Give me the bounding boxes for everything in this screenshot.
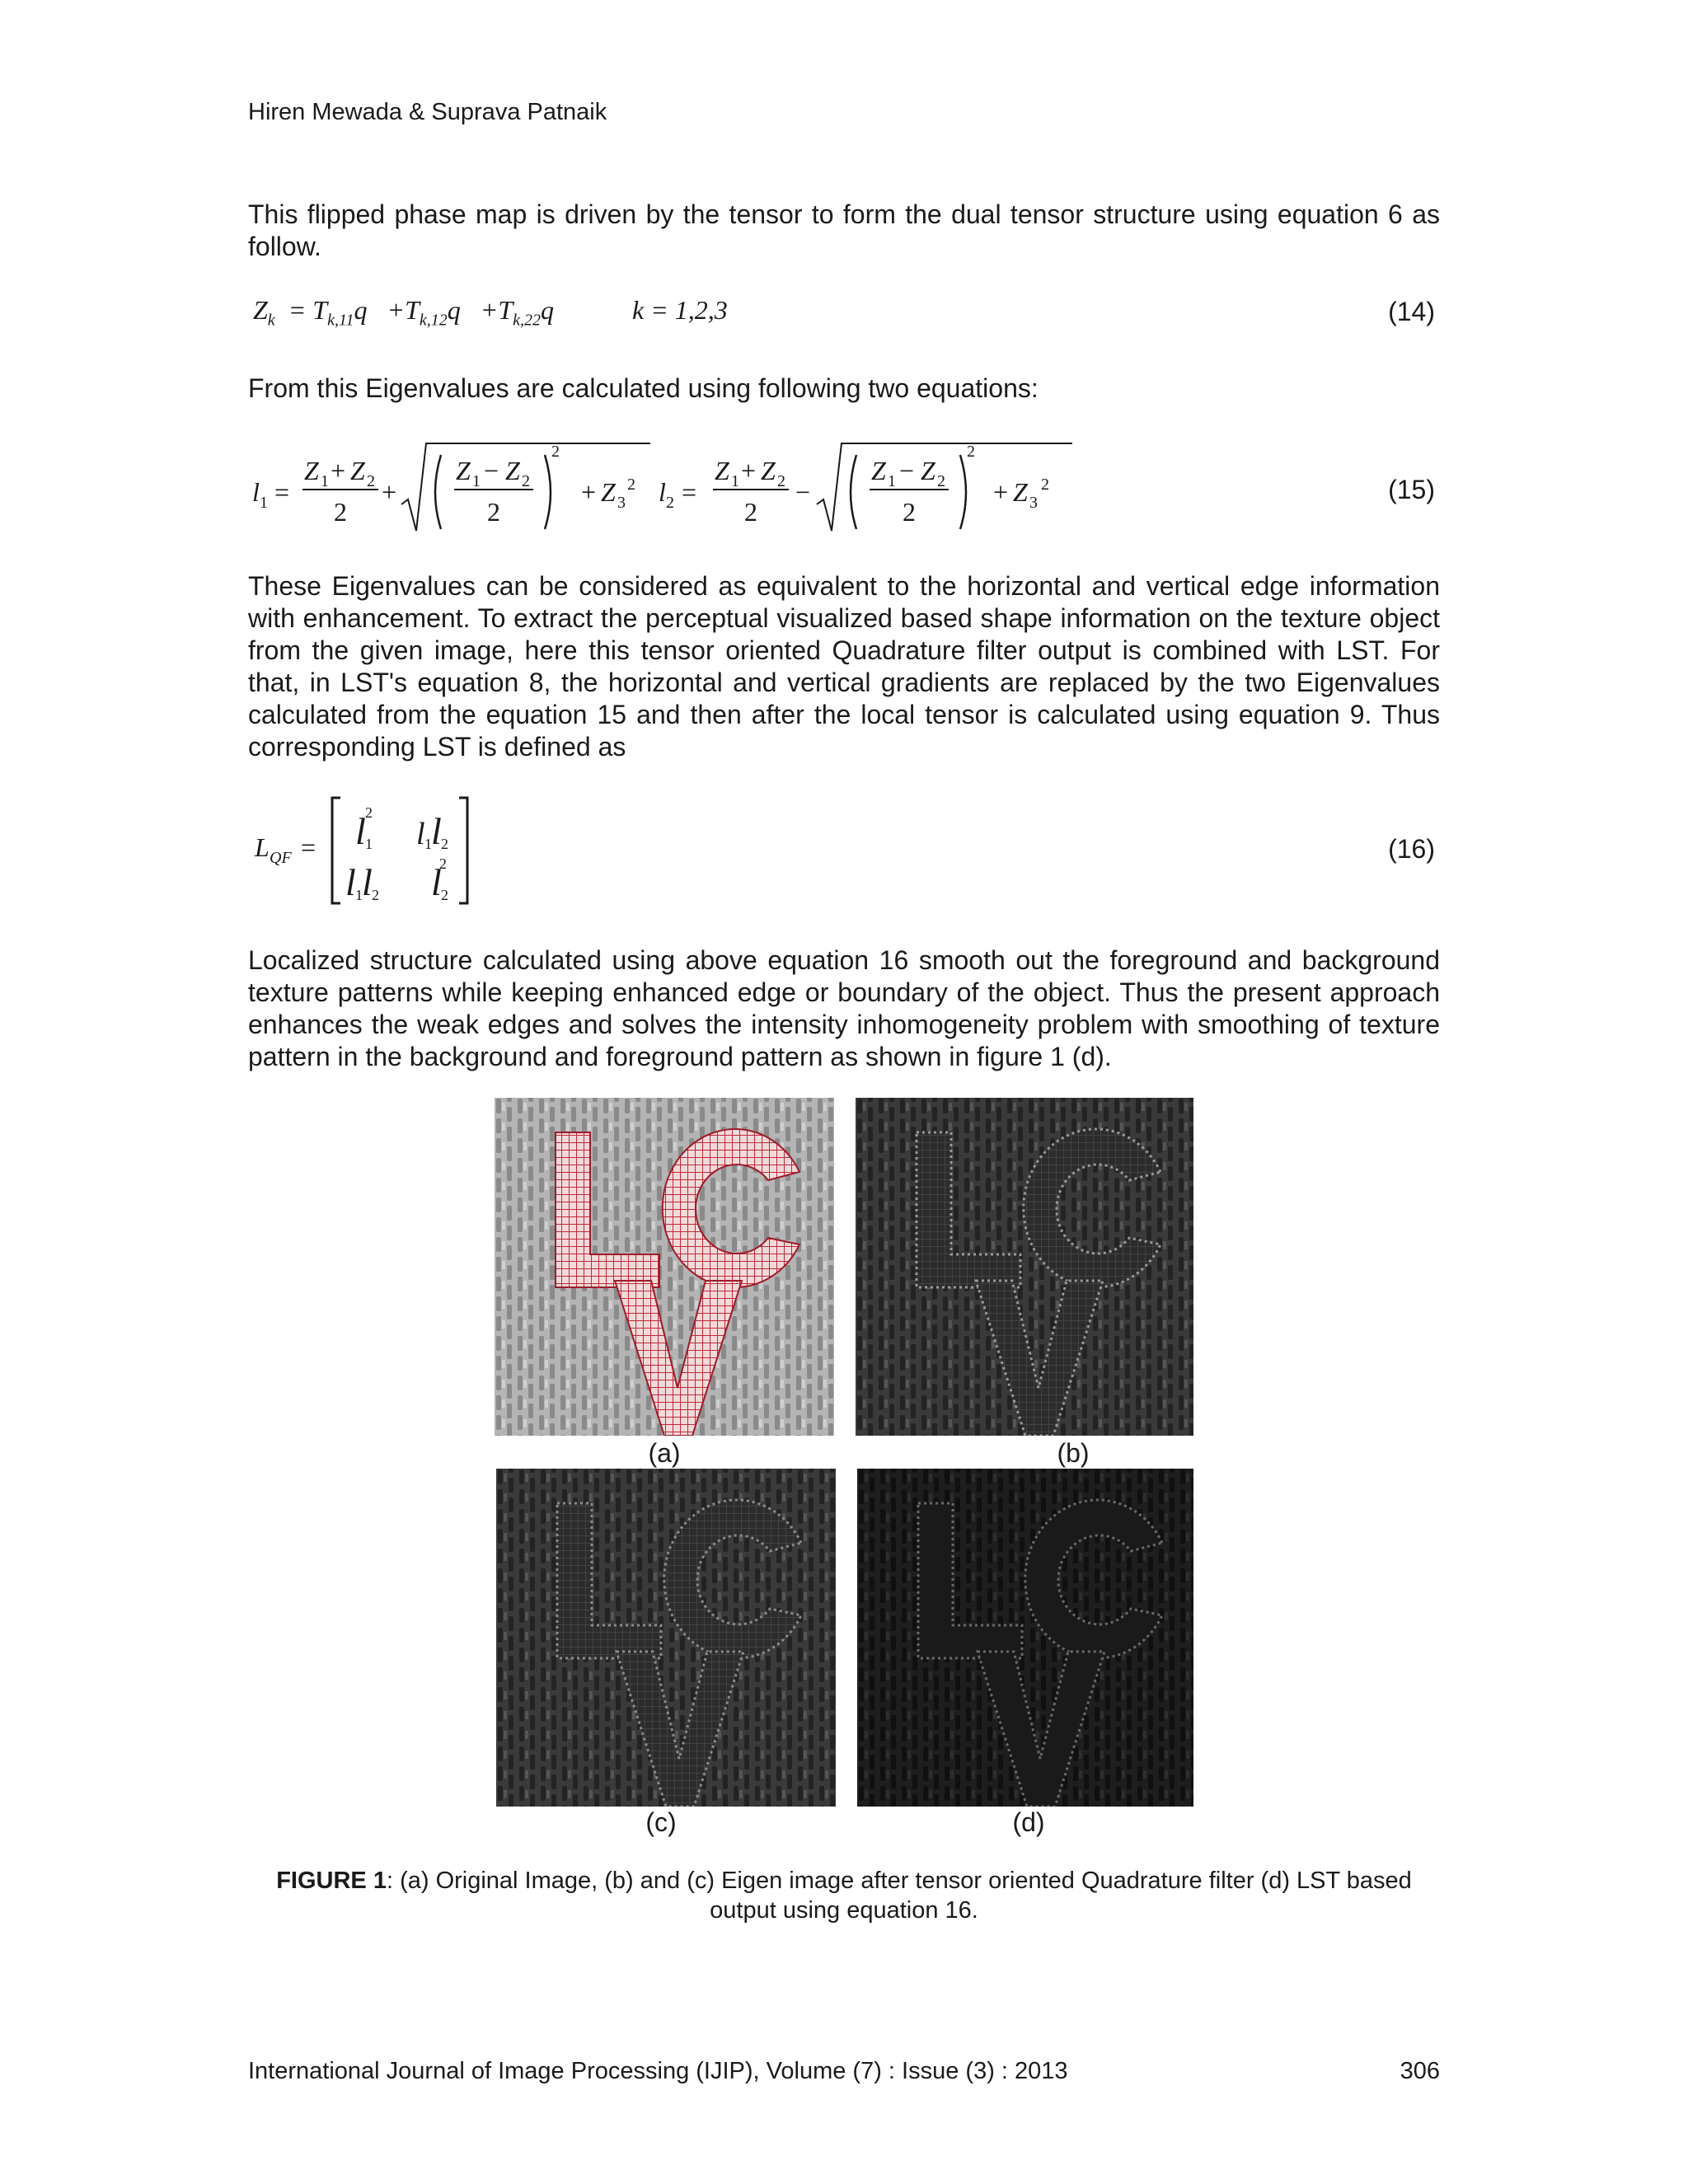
- svg-text:QF: QF: [270, 849, 292, 867]
- figure-panel-d: [857, 1469, 1193, 1811]
- running-header: Hiren Mewada & Suprava Patnaik: [248, 99, 607, 125]
- equation-number-14: (14): [1388, 297, 1435, 326]
- figure-panel-c: [496, 1469, 836, 1811]
- svg-text:l: l: [345, 861, 356, 903]
- svg-text:3: 3: [1029, 494, 1038, 512]
- paragraph-1: This flipped phase map is driven by the tensor to form the dual tensor structure using equation 6 as follow.: [248, 199, 1440, 261]
- svg-text:l: l: [431, 810, 442, 852]
- svg-text:2: 2: [967, 443, 975, 461]
- equation-15-svg: [248, 438, 1072, 537]
- svg-text:2: 2: [441, 887, 448, 903]
- svg-text:1: 1: [424, 836, 432, 852]
- svg-text:1: 1: [888, 472, 896, 490]
- svg-text:1: 1: [355, 887, 363, 903]
- equation-number-16: (16): [1388, 834, 1435, 864]
- panel-label-d: (d): [1012, 1807, 1045, 1837]
- svg-text:2: 2: [372, 887, 379, 903]
- svg-text:l: l: [659, 477, 666, 507]
- svg-text:Z: Z: [304, 456, 319, 485]
- panel-d-image: [857, 1469, 1193, 1807]
- svg-text:2: 2: [441, 836, 448, 852]
- panel-b-image: [856, 1098, 1193, 1436]
- equation-14: [248, 295, 1440, 331]
- footer-journal: International Journal of Image Processing (IJIP), Volume (7) : Issue (3) : 2013: [248, 2058, 1068, 2084]
- equation-16-svg: [248, 793, 512, 908]
- svg-text:=: =: [301, 832, 316, 862]
- svg-text:l: l: [431, 861, 442, 903]
- footer-page-number: 306: [1400, 2058, 1440, 2084]
- svg-text:l: l: [416, 817, 425, 851]
- svg-text:−: −: [795, 477, 811, 507]
- svg-text:1: 1: [472, 472, 481, 490]
- svg-text:+: +: [993, 477, 1009, 507]
- svg-text:1: 1: [365, 836, 373, 852]
- svg-text:Z: Z: [715, 456, 729, 485]
- panel-c-image: [496, 1469, 836, 1807]
- equation-14-index: k = 1,2,3: [632, 295, 728, 325]
- svg-text:Z: Z: [871, 456, 886, 485]
- svg-text:2: 2: [937, 472, 945, 490]
- figure-caption-text: : (a) Original Image, (b) and (c) Eigen image after tensor oriented Quadrature filter (d) LST based output using equation 16.: [386, 1868, 1412, 1924]
- svg-text:2: 2: [903, 497, 916, 527]
- svg-text:3: 3: [617, 494, 626, 512]
- svg-text:+: +: [331, 456, 346, 485]
- paragraph-2: From this Eigenvalues are calculated using following two equations:: [248, 373, 1039, 403]
- svg-text:−: −: [899, 456, 915, 485]
- svg-text:Z: Z: [1013, 477, 1028, 507]
- svg-text:2: 2: [1041, 476, 1049, 494]
- svg-text:+: +: [382, 477, 397, 507]
- svg-text:L: L: [255, 832, 270, 862]
- svg-text:2: 2: [487, 497, 500, 527]
- svg-text:Z: Z: [350, 456, 365, 485]
- svg-text:2: 2: [367, 472, 375, 490]
- equation-14-body: $Z_k = T_{k,11}q +T_{k,12}q +T_{k,22}q$: [253, 295, 555, 330]
- figure-caption-label: FIGURE 1: [276, 1868, 387, 1894]
- panel-label-a: (a): [648, 1438, 681, 1468]
- equation-15: [248, 438, 1440, 537]
- panel-label-b: (b): [1057, 1438, 1090, 1468]
- svg-text:=: =: [682, 477, 697, 507]
- svg-text:1: 1: [260, 494, 268, 512]
- figure-panel-b: [856, 1098, 1193, 1440]
- svg-text:Z: Z: [921, 456, 935, 485]
- svg-text:2: 2: [777, 472, 785, 490]
- svg-text:2: 2: [522, 472, 530, 490]
- svg-text:Z: Z: [601, 477, 616, 507]
- svg-text:Z: Z: [505, 456, 520, 485]
- svg-text:2: 2: [627, 476, 635, 494]
- svg-text:=: =: [274, 477, 290, 507]
- panel-a-image: [495, 1098, 834, 1436]
- paragraph-3: These Eigenvalues can be considered as equivalent to the horizontal and vertical edge information with enhancement. To extract the perceptual visualized based shape information on the texture object from the given image, here this tensor oriented Quadrature filter output is combined with LST. For that, in LST's equation 8, the horizontal and vertical gradients are replaced by the two Eigenvalues calculated from the equation 15 and then after the local tensor is calculated using equation 9. Thus corresponding LST is defined as: [248, 571, 1440, 762]
- svg-text:2: 2: [551, 443, 560, 461]
- panel-label-c: (c): [645, 1807, 677, 1837]
- svg-text:2: 2: [744, 497, 757, 527]
- paragraph-4: Localized structure calculated using above equation 16 smooth out the foreground and background texture patterns while keeping enhanced edge or boundary of the object. Thus the present approach enhances the weak edges and solves the intensity inhomogeneity problem with smoothing of texture pattern in the background and foreground pattern as shown in figure 1 (d).: [248, 945, 1440, 1071]
- figure-panel-a: [495, 1098, 834, 1440]
- svg-text:2: 2: [334, 497, 347, 527]
- svg-text:1: 1: [321, 472, 329, 490]
- svg-text:+: +: [741, 456, 757, 485]
- svg-text:l: l: [252, 477, 260, 507]
- svg-text:Z: Z: [761, 456, 776, 485]
- svg-text:Z: Z: [456, 456, 471, 485]
- svg-text:−: −: [484, 456, 499, 485]
- svg-text:1: 1: [731, 472, 739, 490]
- svg-text:2: 2: [365, 804, 373, 821]
- equation-number-15: (15): [1388, 475, 1435, 504]
- svg-text:+: +: [581, 477, 597, 507]
- svg-text:l: l: [362, 861, 373, 903]
- svg-text:l: l: [355, 810, 366, 852]
- equation-16: [248, 793, 1440, 908]
- figure-caption: [248, 1866, 1440, 1925]
- svg-text:2: 2: [439, 855, 447, 872]
- svg-text:2: 2: [666, 494, 674, 512]
